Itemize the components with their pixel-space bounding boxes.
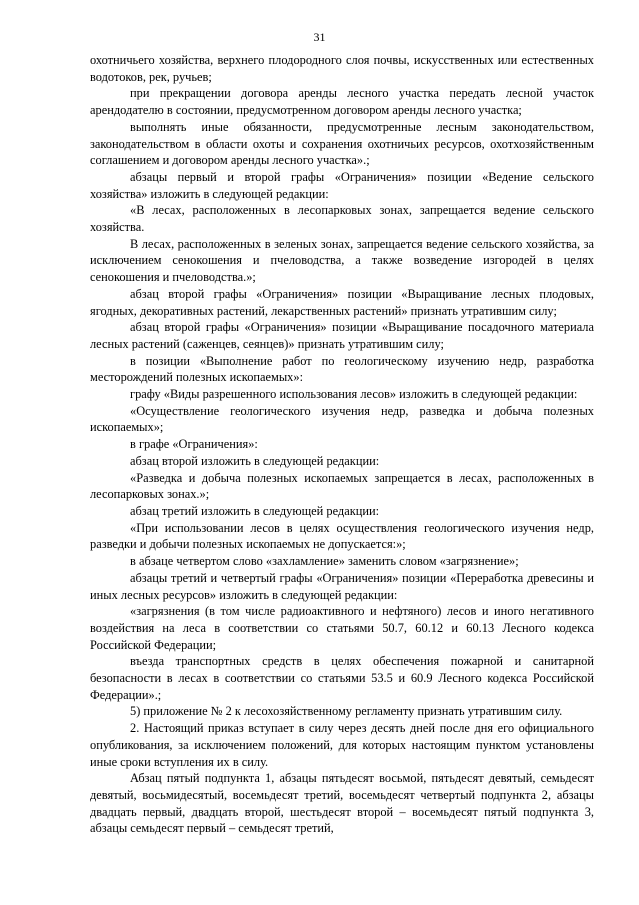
- paragraph: «Разведка и добыча полезных ископаемых запрещается в лесах, расположенных в лесопарковых зонах.»;: [90, 470, 594, 502]
- paragraph: при прекращении договора аренды лесного участка передать лесной участок арендодателю в состоянии, предусмотренном договором аренды лесного участка;: [90, 86, 594, 118]
- paragraph: охотничьего хозяйства, верхнего плодородного слоя почвы, искусственных или естественных водотоков, рек, ручьев;: [90, 53, 594, 84]
- paragraph: «В лесах, расположенных в лесопарковых зонах, запрещается ведение сельского хозяйства.: [90, 203, 594, 235]
- paragraph: абзац второй графы «Ограничения» позиции «Выращивание посадочного материала лесных растений (саженцев, сеянцев)» признать утратившим силу;: [90, 320, 594, 351]
- paragraph: абзацы третий и четвертый графы «Ограничения» позиции «Переработка древесины и иных лесных ресурсов» изложить в следующей редакции:: [90, 570, 594, 602]
- paragraph: 2. Настоящий приказ вступает в силу через десять дней после дня его официального опубликования, за исключением положений, для которых настоящим пунктом установлены иные сроки вступления их в силу.: [90, 721, 594, 769]
- paragraph: в позиции «Выполнение работ по геологическому изучению недр, разработка месторождений полезных ископаемых»:: [90, 353, 594, 385]
- paragraph: «Осуществление геологического изучения недр, разведка и добыча полезных ископаемых»;: [90, 403, 594, 435]
- document-body: [90, 52, 594, 837]
- paragraph: абзац второй графы «Ограничения» позиции «Выращивание лесных плодовых, ягодных, декоративных растений, лекарственных растений» признать утратившим силу;: [90, 286, 594, 318]
- paragraph: в графе «Ограничения»:: [130, 437, 258, 452]
- paragraph: абзацы первый и второй графы «Ограничения» позиции «Ведение сельского хозяйства» изложить в следующей редакции:: [90, 169, 594, 201]
- page-number: 31: [313, 30, 326, 44]
- paragraph: абзац второй изложить в следующей редакции:: [130, 453, 380, 468]
- paragraph: абзац третий изложить в следующей редакции:: [130, 503, 380, 518]
- paragraph: «загрязнения (в том числе радиоактивного и нефтяного) лесов и иного негативного воздействия на леса в соответствии со статьями 50.7, 60.12 и 60.13 Лесного кодекса Российской Федерации;: [90, 604, 594, 652]
- paragraph: в абзаце четвертом слово «захламление» заменить словом «загрязнение»;: [130, 554, 519, 569]
- paragraph: В лесах, расположенных в зеленых зонах, запрещается ведение сельского хозяйства, за исключением сенокошения и пчеловодства, а также возведение изгородей в целях сенокошения и пчеловодства.»;: [90, 236, 594, 285]
- paragraph: графу «Виды разрешенного использования лесов» изложить в следующей редакции:: [130, 387, 578, 402]
- paragraph: въезда транспортных средств в целях обеспечения пожарной и санитарной безопасности в лесах в соответствии со статьями 53.5 и 60.9 Лесного кодекса Российской Федерации».;: [90, 654, 594, 702]
- paragraph: «При использовании лесов в целях осуществления геологического изучения недр, разведки и добычи полезных ископаемых не допускается:»;: [90, 520, 594, 552]
- paragraph: Абзац пятый подпункта 1, абзацы пятьдесят восьмой, пятьдесят девятый, семьдесят девятый, восьмидесятый, восемьдесят третий, восемьдесят четвертый подпункта 2, абзацы двадцать первый, двадцать второй, шестьдесят второй – восемьдесят пятый подпункта 3, абзацы семьдесят первый – семьдесят третий,: [90, 771, 594, 836]
- paragraph: выполнять иные обязанности, предусмотренные лесным законодательством, законодательством в области охоты и сохранения охотничьих ресурсов, охотхозяйственным соглашением и договором аренды лесного участка».;: [90, 119, 594, 168]
- paragraph: 5) приложение № 2 к лесохозяйственному регламенту признать утратившим силу.: [130, 704, 563, 719]
